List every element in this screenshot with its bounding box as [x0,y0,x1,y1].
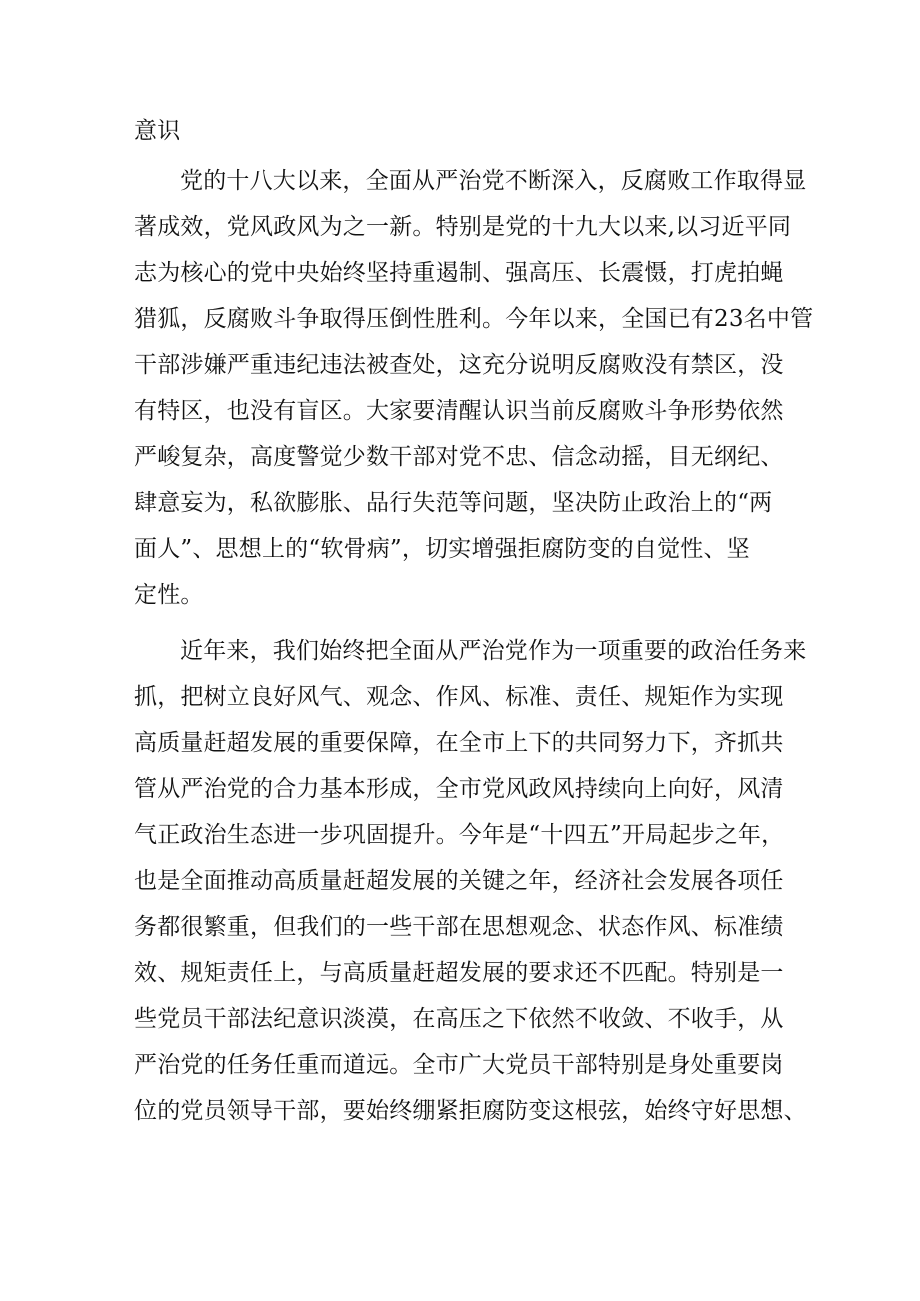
paragraph-line: 严治党的任务任重而道远。全市广大党员干部特别是身处重要岗 [134,1052,784,1078]
paragraph-line: 务都很繁重，但我们的一些干部在思想观念、状态作风、标准绩 [134,914,784,940]
paragraph-line: 肆意妄为，私欲膨胀、品行失范等问题，坚决防止政治上的“两 [134,490,773,516]
paragraph-line: 著成效，党风政风为之一新。特别是党的十九大以来,以习近平同 [134,214,792,240]
paragraph-line: 位的党员领导干部，要始终绷紧拒腐防变这根弦，始终守好思想、 [134,1098,807,1124]
paragraph-line: 有特区，也没有盲区。大家要清醒认识当前反腐败斗争形势依然 [134,398,784,424]
paragraph-line: 效、规矩责任上，与高质量赶超发展的要求还不匹配。特别是一 [134,960,784,986]
paragraph-line: 管从严治党的合力基本形成，全市党风政风持续向上向好，风清 [134,776,784,802]
paragraph-line: 党的十八大以来，全面从严治党不断深入，反腐败工作取得显 [180,168,807,194]
paragraph-line: 严峻复杂，高度警觉少数干部对党不忠、信念动摇，目无纲纪、 [134,444,784,470]
paragraph-line: 气正政治生态进一步巩固提升。今年是“十四五”开局起步之年， [134,822,785,848]
paragraph-line: 面人”、思想上的“软骨病”，切实增强拒腐防变的自觉性、坚 [134,536,750,562]
paragraph-line: 抓，把树立良好风气、观念、作风、标准、责任、规矩作为实现 [134,684,784,710]
paragraph-line: 定性。 [134,582,204,608]
paragraph-line: 志为核心的党中央始终坚持重遏制、强高压、长震慑，打虎拍蝇 [134,260,784,286]
paragraph-line: 干部涉嫌严重违纪违法被查处，这充分说明反腐败没有禁区，没 [134,352,784,378]
paragraph-line: 也是全面推动高质量赶超发展的关键之年，经济社会发展各项任 [134,868,784,894]
paragraph-line: 些党员干部法纪意识淡漠，在高压之下依然不收敛、不收手，从 [134,1006,784,1032]
heading-fragment: 意识 [134,118,181,144]
paragraph-line: 近年来，我们始终把全面从严治党作为一项重要的政治任务来 [180,638,807,664]
paragraph-line: 高质量赶超发展的重要保障，在全市上下的共同努力下，齐抓共 [134,730,784,756]
paragraph-line: 猎狐，反腐败斗争取得压倒性胜利。今年以来，全国已有23名中管 [134,306,814,332]
